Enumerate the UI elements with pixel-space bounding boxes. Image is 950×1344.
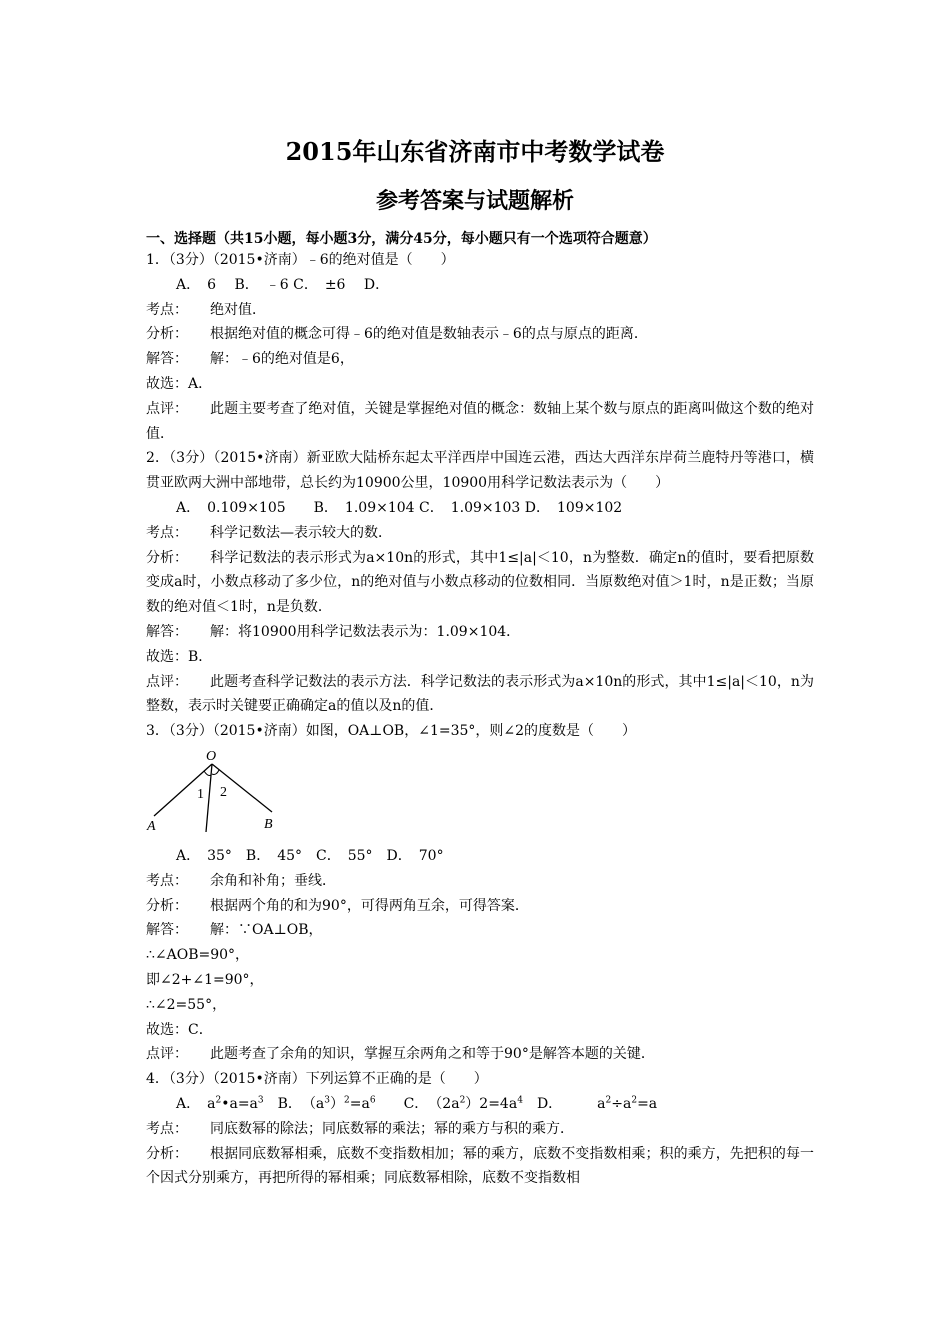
q3-options: A． 35° B． 45° C． 55° D． 70° — [176, 847, 444, 864]
q1-stem: 1．（3分）（2015•济南）﹣6的绝对值是（ ） — [146, 252, 455, 268]
q3-fenxi: 分析： 根据两个角的和为90°，可得两角互余，可得答案． — [146, 897, 529, 914]
q1-answer: 故选：A． — [146, 375, 213, 392]
q1-fenxi: 分析： 根据绝对值的概念可得﹣6的绝对值是数轴表示﹣6的点与原点的距离． — [146, 326, 648, 343]
angle-1-arc — [204, 771, 211, 776]
q3-answer: 故选：C． — [146, 1021, 213, 1038]
q2-jieda: 解答： 解：将10900用科学记数法表示为：1.09×104． — [146, 623, 521, 640]
q3-dianping: 点评： 此题考查了余角的知识，掌握互余两角之和等于90°是解答本题的关键． — [146, 1046, 655, 1063]
document-body — [146, 248, 814, 1191]
label-a: A — [147, 818, 156, 834]
q2-dianping: 点评： 此题考查科学记数法的表示方法．科学记数法的表示形式为a×10n的形式，其中1≤|a|＜10，n为整数，表示时关键要正确确定a的值以及n的值． — [146, 673, 814, 715]
q1-kaodian: 考点： 绝对值． — [146, 301, 266, 318]
q4-options: A． $a^2•a=a^3$ B． $(a^3)^2=a^6$ C． $(2a^2)2=4a^4$ D． $a^2\div a^2=a$ — [176, 1095, 658, 1112]
q3-step-2: 即∠2+∠1=90°， — [146, 971, 264, 988]
page-title: 2015年山东省济南市中考数学试卷 — [285, 137, 665, 166]
page-subtitle: 参考答案与试题解析 — [375, 188, 574, 214]
q4-kaodian: 考点： 同底数幂的除法；同底数幂的乘法；幂的乘方与积的乘方． — [146, 1120, 574, 1137]
q3-figure — [146, 744, 814, 844]
angle-2-arc — [212, 770, 219, 775]
q1-dianping: 点评： 此题主要考查了绝对值，关键是掌握绝对值的概念：数轴上某个数与原点的距离叫做这个数的绝对值． — [146, 400, 814, 442]
q2-stem: 2．（3分）（2015•济南）新亚欧大陆桥东起太平洋西岸中国连云港，西达大西洋东岸荷兰鹿特丹等港口，横贯亚欧两大洲中部地带，总长约为10900公里，10900用科学记数法表示为（ ） — [146, 450, 814, 492]
q3-stem: 3．（3分）（2015•济南）如图，OA⊥OB，∠1=35°，则∠2的度数是（ ） — [146, 723, 637, 740]
q4-stem: 4．（3分）（2015•济南）下列运算不正确的是（ ） — [146, 1071, 488, 1088]
section-heading: 一、选择题（共15小题，每小题3分，满分45分，每小题只有一个选项符合题意） — [146, 231, 657, 247]
label-angle-1: 1 — [197, 786, 204, 802]
q1-options: A． 6 B． ﹣6 C． ±6 D． — [176, 276, 390, 293]
q3-jieda: 解答： 解：∵OA⊥OB， — [146, 922, 323, 939]
q3-step-3: ∴∠2=55°， — [146, 996, 227, 1013]
q2-answer: 故选：B． — [146, 648, 213, 665]
q2-kaodian: 考点： 科学记数法—表示较大的数． — [146, 524, 392, 541]
label-angle-2: 2 — [220, 784, 227, 800]
label-o: O — [206, 748, 217, 764]
q2-fenxi: 分析： 科学记数法的表示形式为a×10n的形式，其中1≤|a|＜10，n为整数．确定n的值时，要看把原数变成a时，小数点移动了多少位，n的绝对值与小数点移动的位数相同．当原数绝对值＞1时，n是正数；当原数的绝对值＜1时，n是负数． — [146, 549, 814, 616]
q1-jieda: 解答： 解：﹣6的绝对值是6， — [146, 351, 354, 368]
q4-fenxi: 分析： 根据同底数幂相乘，底数不变指数相加；幂的乘方，底数不变指数相乘；积的乘方，先把积的每一个因式分别乘方，再把所得的幂相乘；同底数幂相除，底数不变指数相 — [146, 1145, 814, 1187]
q3-kaodian: 考点： 余角和补角；垂线． — [146, 872, 336, 889]
label-b: B — [264, 816, 273, 832]
q3-step-1: ∴∠AOB=90°， — [146, 947, 250, 964]
q2-options: A． 0.109×105 B． 1.09×104 C． 1.09×103 D． 109×102 — [176, 499, 623, 516]
angle-diagram — [146, 746, 286, 842]
